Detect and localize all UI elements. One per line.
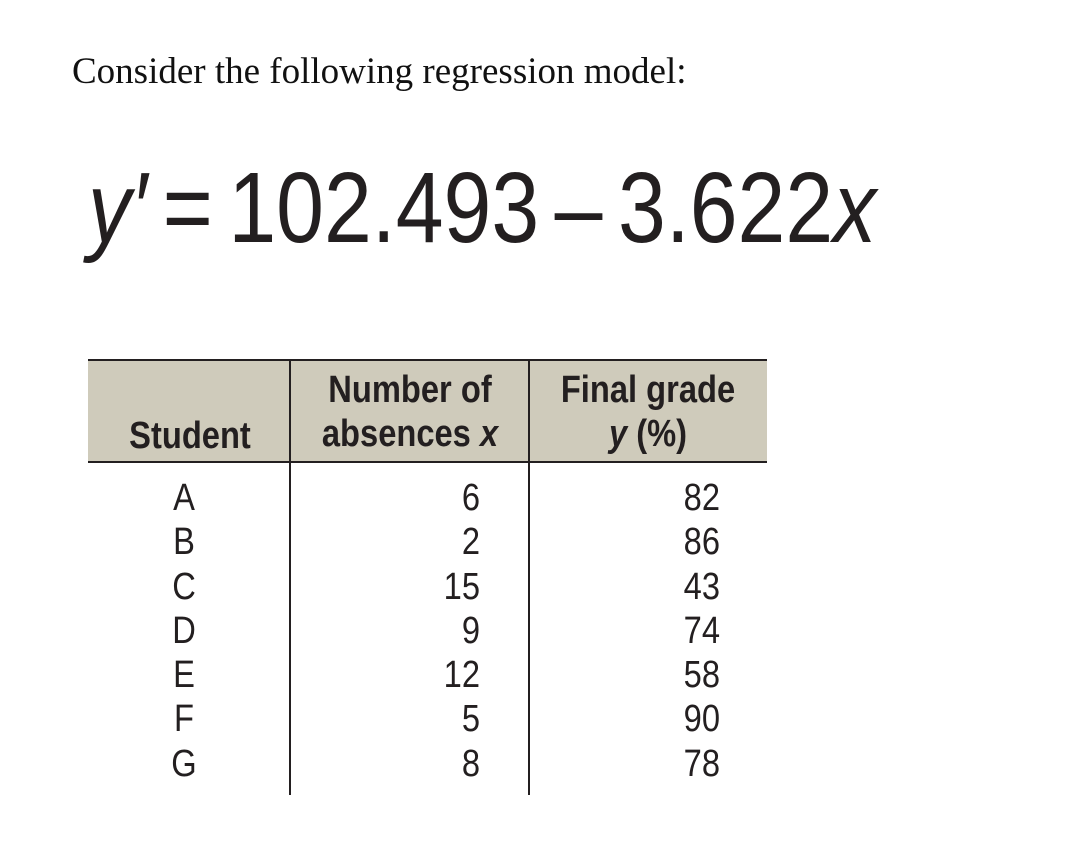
problem-statement: Consider the following regression model: — [72, 51, 687, 92]
table-cell: B — [173, 521, 195, 564]
table-cell: 6 — [461, 477, 480, 519]
table-cell: 15 — [443, 565, 480, 608]
header-absences — [315, 368, 504, 456]
table-cell: 86 — [683, 521, 720, 564]
minus-sign: – — [554, 152, 603, 264]
table-cell: F — [174, 698, 194, 741]
header-student — [121, 414, 259, 458]
column-divider — [289, 359, 291, 795]
table-cell: D — [172, 609, 196, 652]
table-cell: 82 — [683, 477, 720, 519]
student-column — [164, 476, 204, 786]
header-absences-line1: Number of — [328, 369, 492, 411]
header-grade-line1: Final grade — [560, 369, 736, 411]
regression-equation — [88, 152, 877, 264]
absences-column — [388, 476, 480, 786]
table-cell: A — [173, 477, 195, 519]
table-cell: E — [173, 654, 195, 697]
table-cell: 8 — [461, 742, 480, 785]
header-grade — [553, 368, 742, 456]
table-cell: 78 — [683, 742, 720, 785]
header-absences-line2: absences x — [321, 413, 499, 455]
table-cell: 9 — [461, 609, 480, 652]
column-divider — [528, 359, 530, 795]
table-cell: 5 — [461, 698, 480, 741]
data-table — [88, 359, 767, 795]
table-cell: 2 — [461, 521, 480, 564]
header-grade-variable: y — [608, 413, 628, 455]
header-student-label: Student — [129, 415, 251, 457]
table-cell: 58 — [683, 654, 720, 697]
table-cell: 90 — [683, 698, 720, 741]
table-cell: 74 — [683, 609, 720, 652]
equation-variable: x — [833, 152, 877, 264]
equation-lhs: y′ — [88, 152, 148, 264]
header-absences-variable: x — [479, 413, 499, 455]
equation-intercept: 102.493 — [228, 152, 540, 264]
equals-sign: = — [162, 152, 213, 264]
table-cell: 12 — [443, 654, 480, 697]
header-grade-line2: y (%) — [608, 413, 688, 455]
grade-column — [628, 476, 720, 786]
table-cell: C — [172, 565, 196, 608]
table-cell: 43 — [683, 565, 720, 608]
table-cell: G — [171, 742, 197, 785]
equation-slope: 3.622 — [617, 152, 834, 264]
